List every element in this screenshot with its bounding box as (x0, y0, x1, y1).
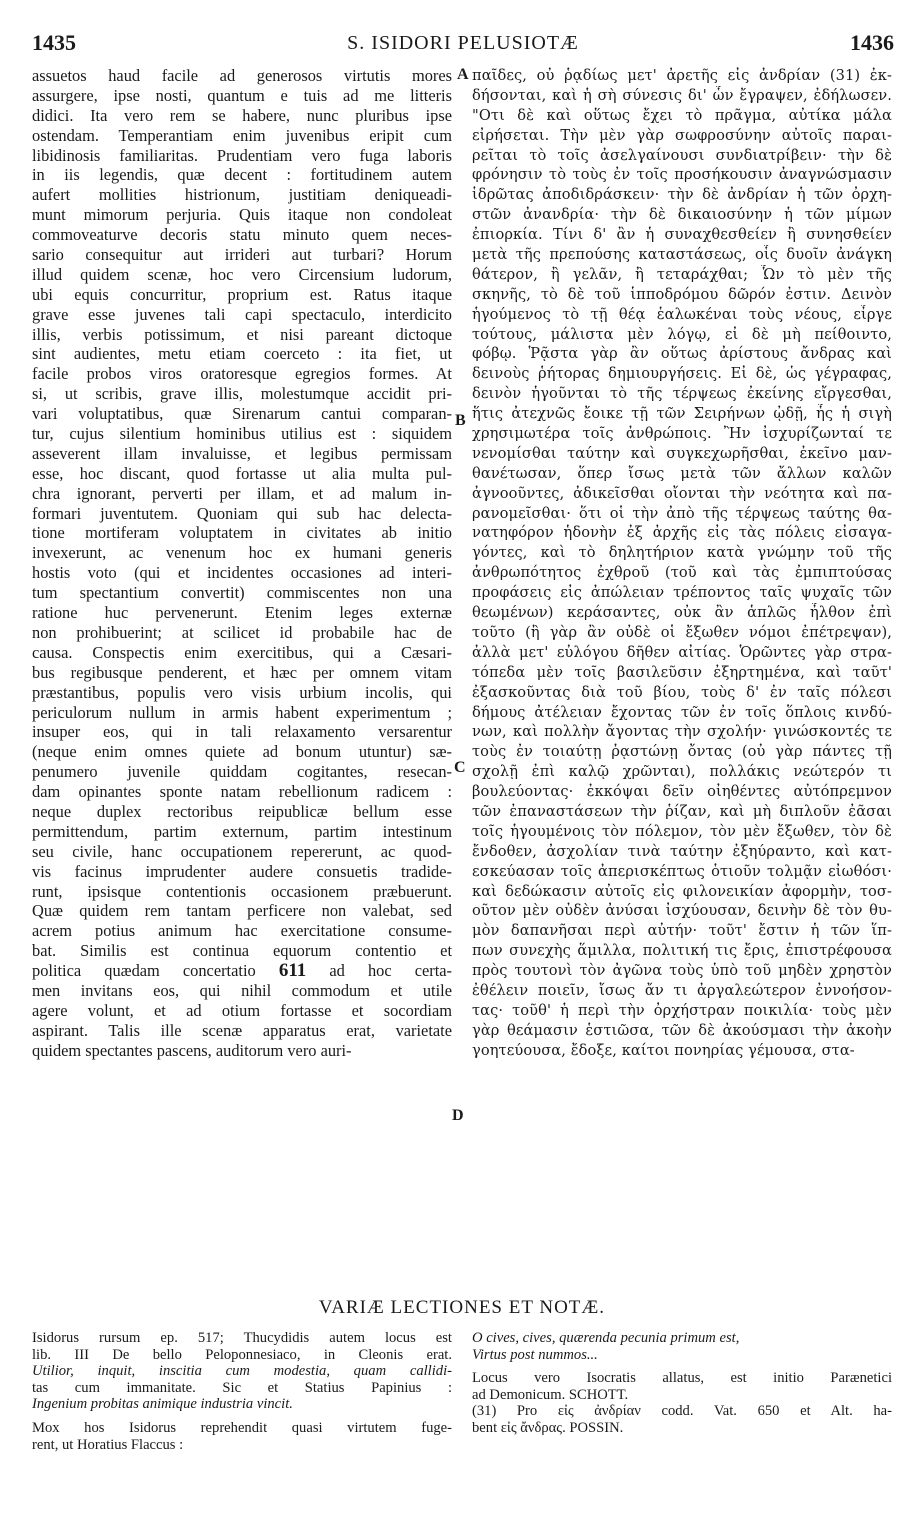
text-line: παῖδες, οὐ ῥᾳδίως μετ' ἀρετῆς εἰς ἀνδρίαν (31) ἐκ- (472, 67, 892, 84)
text-line: assurgere, ipse nosti, quantum e tuis ad me litteris (32, 85, 452, 105)
text-line: illud quidem scenæ, hoc vero Circensium ludorum, (32, 264, 452, 284)
text-line: ἱδρῶτας ἀποδιδράσκειν· τὴν δὲ ἀνδρίαν ἡ τῶν ὀρχη- (472, 186, 892, 204)
text-line: grave esse juvenes tali capi spectaculo, interdicito (32, 304, 452, 324)
note-line: Locus vero Isocratis allatus, est initio Parænetici (472, 1370, 892, 1387)
note-line: Mox hos Isidorus reprehendit quasi virtutem fuge- (32, 1419, 452, 1436)
text-line: ἐπιορκία. Τίνι δ' ἂν ἡ συναχθεσθείεν ἢ συνησθείεν (472, 226, 892, 244)
text-line: sint audientes, metu etiam coerceto : ita fiet, ut (32, 344, 452, 364)
text-line: ἡγούμενος τὸ τῇ θέᾳ ἑαλωκέναι τοὺς νέους, εἶργε (472, 305, 892, 323)
text-line: γόντες, καὶ τὸ δηλητήριον κατὰ γνώμην τοῦ τῆς (472, 544, 892, 562)
text-line: πρὸς τουτονὶ τὸν ἀγῶνα τοὺς ὑπὸ τοῦ μηδὲν χρηστὸν (472, 962, 892, 980)
note-line: tas cum immanitate. Sic et Statius Papinius : (32, 1379, 452, 1396)
text-line: libidinosis familiaritas. Prudentiam vero fuga laboris (32, 145, 452, 165)
text-line: munt mimorum perjuria. Quis itaque non condoleat (32, 205, 452, 225)
text-segment: ad hoc certa- (329, 961, 452, 981)
text-line: asseverent illam invaluisse, et legibus permissam (32, 443, 452, 463)
text-line: aspirant. Talis ille scenæ apparatus erat, varietate (32, 1020, 452, 1040)
text-line: σχολῇ ἐπὶ καλῷ χρῶνται), πολλάκις νεώτερόν τι (472, 763, 892, 781)
text-line: δεινοὺς ῥήτορας δημιουργήσεις. Εἰ δὲ, ὡς γέγραφας, (472, 365, 892, 383)
text-line: καὶ δεδώκασιν αὐτοῖς εἰς φιλονεικίαν ἀφορμὴν, τοσ- (472, 882, 892, 900)
text-line: didici. Ita vero rem se habere, nunc pluribus ipse (32, 105, 452, 125)
text-line: ἐθέλειν ποιεῖν, ἴσως ἄν τι ἀργαλεώτερον ἐννοήσον- (472, 981, 892, 999)
text-line: facile probos viros oratoresque egregios formes. At (32, 364, 452, 384)
text-line: esse, hoc discant, quod fortasse ut alia multa pul- (32, 463, 452, 483)
text-line: ratione huc pervenerunt. Etenim leges externæ (32, 603, 452, 623)
text-line: causa. Conspectis enim exercitibus, qui a Cæsari- (32, 642, 452, 662)
note-line: (31) Pro εἰς ἀνδρίαν codd. Vat. 650 et Alt. ha- (472, 1403, 892, 1420)
text-line: φρόνησιν τὸ τοὺς ἐν τοῖς προσήκουσιν ἀναγνώσμασιν (472, 166, 892, 184)
text-line: non prohibuerint; at scilicet id probabile hac de (32, 622, 452, 642)
text-line: σκηνῆς, τὸ δὲ τοῦ ἱπποδρόμου δῶρόν ἐστιν. Δεινὸν (472, 285, 892, 303)
note-line: Isidorus rursum ep. 517; Thucydidis autem locus est (32, 1330, 452, 1346)
text-line: θανέτωσαν, ὅπερ ἴσως μετὰ τῶν ἄλλων καλῶν (472, 464, 892, 482)
text-line: tione mortiferam voluptatem in civitates ab initio (32, 523, 452, 543)
text-line: quidem spectantes pascens, auditorum vero auri- (32, 1040, 352, 1060)
note-line: Utilior, inquit, inscitia cum modestia, quam callidi- (32, 1363, 452, 1380)
text-line: ostendam. Temperantiam enim juvenibus eripit cum (32, 125, 452, 145)
notes-right-column (472, 1330, 892, 1437)
text-line: formari juventutem. Quoniam qui sub hac delecta- (32, 503, 452, 523)
text-line: τῶν ἐπαναστάσεων τὴν ῥίζαν, καὶ μὴ διπλοῦν ἐᾶσαι (472, 802, 892, 820)
text-line: illis, verbis potissimum, et nisi pareant dictoque (32, 324, 452, 344)
text-line: seu civile, hanc occupationem repererunt, ac quod- (32, 841, 452, 861)
text-line: permittendum, partim externum, partim intestinum (32, 821, 452, 841)
text-line: χρησιμωτέρα τοῖς ἀνθρώποις. Ἢν ἰσχυρίζωνταί τε (472, 425, 892, 443)
text-line: agere volunt, et ad otium fortasse et socordiam (32, 1000, 452, 1020)
text-line: invexerunt, ac venenum hoc ex humani generis (32, 543, 452, 563)
text-line: δεινὸν ἡγοῦνται τὸ τῆς τέρψεως ἐκείνης εἴργεσθαι, (472, 385, 892, 403)
text-line: penumero juvenile quiddam cogitantes, resecan- (32, 762, 452, 782)
note-line: Virtus post nummos... (472, 1346, 598, 1363)
text-line: τόπεδα μὲν τοῖς βασιλεῦσιν ἐξηρτημένα, καὶ ταῦτ' (472, 663, 892, 681)
text-line: bat. Similis est continua equorum contentio et (32, 941, 452, 961)
text-line: ἀγνοοῦντες, ἀδικεῖσθαι οἴονται τὴν νεότητα καὶ πα- (472, 484, 892, 502)
text-line: ρανομεῖσθαι· ὅτι οἱ τὴν ἀπὸ τῆς τέρψεως ταύτης θα- (472, 504, 892, 522)
note-spacer (32, 1413, 452, 1420)
text-line: si, ut scribis, grave illis, molestumque accidit pri- (32, 384, 452, 404)
text-line: sario consequitur aut irrideri aut turbari? Horum (32, 245, 452, 265)
margin-letter-d: D (452, 1107, 464, 1124)
text-line: βουλεύοντας· ἐκκόψαι δεῖν οἰηθέντες αὐτόπρεμνον (472, 783, 892, 801)
text-line: τοὺς ἐν τοιαύτῃ ῥᾳστώνῃ ὄντας (οὐ γὰρ πάντες τῇ (472, 743, 892, 761)
text-line: εἰρήσεται. Τὴν μὲν γὰρ σωφροσύνην αὐτοῖς παραι- (472, 126, 892, 144)
text-line: neque duplex rectoribus reipublicæ bellum esse (32, 801, 452, 821)
text-segment: politica quædam concertatio (32, 961, 256, 981)
text-line: in iis legendis, quæ decent : fortitudinem autem (32, 165, 452, 185)
folio-marker: 611 (278, 961, 307, 981)
margin-letter-a: A (457, 66, 469, 83)
text-line: ἔνδοθεν, ἀσχολίαν τινὰ ταύτην ἐξηύραντο, καὶ κατ- (472, 842, 892, 860)
text-line: πων συνεχὴς ἅμιλλα, πολιτική τις ἔρις, ἐπιστρέφουσα (472, 942, 892, 960)
page-number-right: 1436 (850, 30, 894, 55)
text-line: τοῦτο (ἢ γὰρ ἂν οὐδὲ οἱ ἔξωθεν νόμοι ἐπέτρεψαν), (472, 623, 892, 641)
page-number-left: 1435 (32, 30, 76, 55)
text-line: νατηφόρον ἡδονὴν ἐξ ἀρχῆς εἰς τὰς πόλεις εἰσαγα- (472, 524, 892, 542)
text-line: δήσονται, καὶ ἡ σὴ σύνεσις δι' ὧν ἔγραψεν, ἐδήλωσεν. (472, 86, 892, 104)
text-line: vari voluptatibus, quæ Sirenarum cantui comparan- (32, 404, 452, 424)
margin-letter-b: B (455, 412, 466, 429)
note-line: lib. III De bello Peloponnesiaco, in Cleonis erat. (32, 1346, 452, 1363)
text-line: tur, cujus silentium hominibus utilius est : siquidem (32, 424, 452, 444)
text-line: insuper eos, qui in tali relaxamento versarentur (32, 722, 452, 742)
text-line: "Οτι δὲ καὶ οὕτως ἔχει τὸ πρᾶγμα, αὐτίκα μάλα (472, 106, 892, 124)
text-line: vis facinus imprudenter audere consuetis tradide- (32, 861, 452, 881)
text-line: assuetos haud facile ad generosos virtutis mores (32, 66, 452, 85)
running-title: S. ISIDORI PELUSIOTÆ (347, 32, 579, 54)
running-header (32, 30, 894, 62)
text-line: runt, ipsisque contentionis occasionem præbuerunt. (32, 881, 452, 901)
text-line: men invitans eos, qui nihil commodum et utile (32, 980, 452, 1000)
text-line: acrem potius animum hac exercitatione consume- (32, 921, 452, 941)
text-line: ἐξασκοῦντας διὰ τοῦ βίου, τοὺς δ' ἐν ταῖς πόλεσι (472, 683, 892, 701)
text-line: hostis voto (qui et incidentes occasiones ad interi- (32, 563, 452, 583)
text-line: μετὰ τῆς πρεπούσης καταστάσεως, οἷς δυοῖν ἀνάγκη (472, 246, 892, 264)
note-line: bent εἰς ἄνδρας. POSSIN. (472, 1419, 624, 1436)
text-line: bus regibusque penderent, et hæc per omnem vitam (32, 662, 452, 682)
text-line: φόβῳ. Ῥᾷστα γὰρ ἂν οὕτως ἀρίστους ἄνδρας καὶ (472, 345, 892, 363)
text-line: θεωμένων) κεράσαντες, οὐκ ἂν ἁπλῶς ἦλθον ἐπὶ (472, 604, 892, 622)
text-line: ἥτις ἀτεχνῶς ἔοικε τῇ τῶν Σειρήνων ᾠδῇ, ἧς ἡ σιγὴ (472, 405, 892, 423)
text-line: νων, καὶ πολλὴν ἄγοντας τὴν σχολήν· γινώσκοντές τε (472, 723, 892, 741)
notes-left-column (32, 1330, 452, 1453)
text-line: dam opinantes sponte natam rebellionum radicem : (32, 782, 452, 802)
text-line: (neque enim omnes quiete ad bonum utuntur) sæ- (32, 742, 452, 762)
text-line: τοῖς ἡγουμένοις τὸν πόλεμον, τὸν μὲν ἔξωθεν, τὸν δὲ (472, 822, 892, 840)
text-line: commoveaturve decoris statu minuto quem neces- (32, 225, 452, 245)
text-line: τας· τοῦθ' ἡ περὶ τὴν ὀρχήστραν ποικιλία· τοὺς μὲν (472, 1001, 892, 1019)
greek-column (472, 66, 892, 1276)
text-line: εσκεύασαν τοῖς ἀπερισκέπτως ὁτιοῦν τολμᾷν εἰωθόσι· (472, 862, 892, 880)
text-line: ρεῖται τὸ τοῖς ἀσελγαίνουσι συνδιατρίβειν· τὴν δὲ (472, 146, 892, 164)
note-line: ad Demonicum. SCHOTT. (472, 1386, 629, 1403)
text-line: aufert mollities histrionum, justitiam deniqueadi- (32, 185, 452, 205)
text-line: οῦτον μὲν οὐδὲν ἀνύσαι ἰσχύουσαν, δεινὴν δὲ τὸν θυ- (472, 902, 892, 920)
text-line: νενομίσθαι ταύτην καὶ συγκεχωρῆσθαι, ἐκεῖνο μαν- (472, 444, 892, 462)
margin-letter-c: C (454, 759, 466, 776)
text-line: chra ignorant, perverti per illam, et ad malum in- (32, 483, 452, 503)
text-line: tum spectantium convertit) commiscentes non una (32, 583, 452, 603)
text-line: periculorum nullum in armis habent experimentum ; (32, 702, 452, 722)
text-line: δήμους ἀτέλειαν ἔχοντας τῶν ἐν τοῖς ὅπλοις κινδύ- (472, 703, 892, 721)
text-line: Quæ quidem rem tantam perficere non valebat, sed (32, 901, 452, 921)
text-line: τούτους, μάλιστα μὲν λόγῳ, εἰ δὲ μὴ πείθοιντο, (472, 325, 892, 343)
text-line: μὸν δαπανῆσαι περὶ αὐτήν· τοῦτ' ἔστιν ἡ τῶν ἵπ- (472, 922, 892, 940)
text-line: præstantibus, populis vero visis urbium incolis, qui (32, 682, 452, 702)
text-line: ἀνθρωπότητος ἐχθροῦ (τοῦ καὶ τὰς ἐμπιπτούσας (472, 564, 892, 582)
note-line: rent, ut Horatius Flaccus : (32, 1436, 184, 1453)
text-line: γὰρ θεάμασιν ἑστιῶσα, τῶν δὲ ἀκούσμασι τὴν ἀκοὴν (472, 1021, 892, 1039)
note-line: O cives, cives, quærenda pecunia primum est, (472, 1330, 740, 1346)
text-line (32, 961, 452, 981)
text-line: ubi equis concurritur, proprium est. Ratus itaque (32, 284, 452, 304)
latin-column (32, 66, 452, 1276)
text-line: γοητεύουσα, ἔδοξε, καίτοι πονηρίας γέμουσα, στα- (472, 1041, 855, 1059)
note-spacer (472, 1363, 892, 1370)
text-line: θάτερον, ἢ γελᾶν, ἢ τεταράχθαι; Ὧν τὸ μὲν τῆς (472, 265, 892, 283)
text-line: ἀλλὰ μετ' εὐλόγου δῆθεν αἰτίας. Ὁρῶντες γὰρ στρα- (472, 643, 892, 661)
text-line: στῶν ἀνανδρία· τὴν δὲ δικαιοσύνην ἡ τῶν μίμων (472, 206, 892, 224)
note-line: Ingenium probitas animique industria vincit. (32, 1396, 293, 1413)
notes-heading: VARIÆ LECTIONES ET NOTÆ. (318, 1297, 606, 1318)
text-line: προφάσεις εἰς ἀπώλειαν τρέποντος ταῖς ψυχαῖς τῶν (472, 584, 892, 602)
